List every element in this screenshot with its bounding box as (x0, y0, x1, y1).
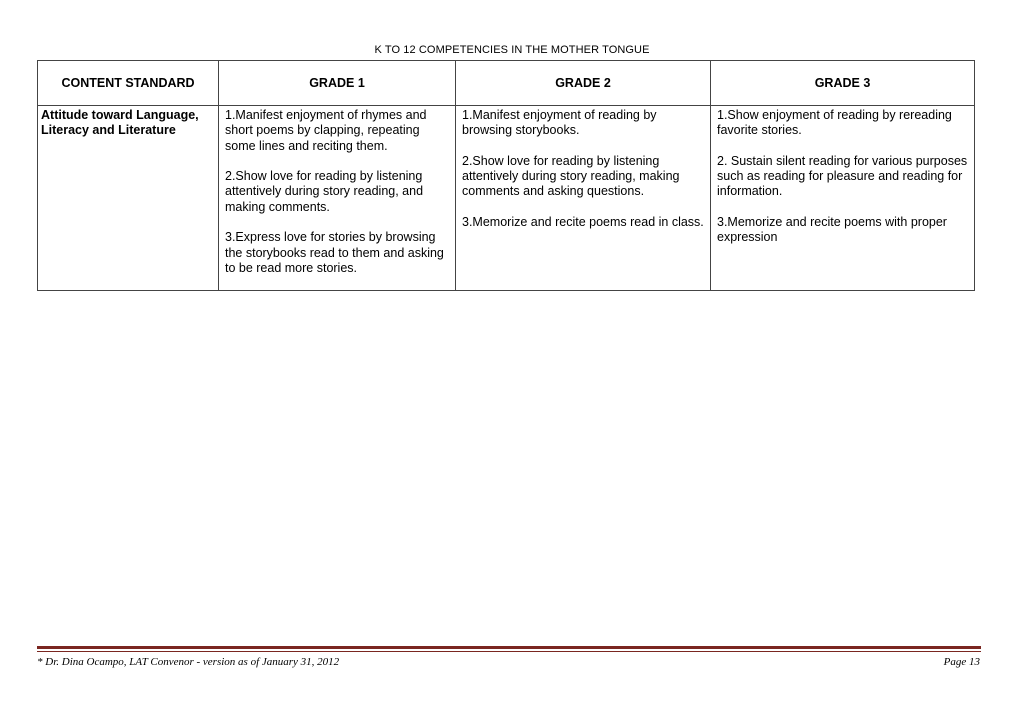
footer-divider-thin (37, 651, 981, 652)
footer-divider-thick (37, 646, 981, 649)
grade-1-competency-1: 1.Manifest enjoyment of rhymes and short poems by clapping, repeating some lines and reciting them. (225, 108, 427, 153)
content-standard-cell: Attitude toward Language, Literacy and Literature (38, 106, 219, 291)
footer-attribution: * Dr. Dina Ocampo, LAT Convenor - version as of January 31, 2012 (37, 656, 340, 668)
grade-3-competency-2: 2. Sustain silent reading for various purposes such as reading for pleasure and reading for information. (717, 153, 968, 199)
page-number: Page 13 (943, 656, 980, 668)
header-grade-2: GRADE 2 (456, 61, 711, 106)
grade-3-competency-3: 3.Memorize and recite poems with proper expression (717, 215, 947, 245)
grade-3-competency-1: 1.Show enjoyment of reading by rereading favorite stories. (717, 108, 952, 138)
header-content-standard: CONTENT STANDARD (38, 61, 219, 106)
grade-2-cell (456, 106, 711, 291)
document-title: K TO 12 COMPETENCIES IN THE MOTHER TONGUE (374, 44, 650, 56)
grade-2-competency-2: 2.Show love for reading by listening attentively during story reading, making comments and asking questions. (462, 153, 680, 199)
competency-table (37, 60, 975, 291)
header-grade-1: GRADE 1 (219, 61, 456, 106)
grade-2-competency-1: 1.Manifest enjoyment of reading by browsing storybooks. (462, 108, 657, 138)
grade-1-competency-3: 3.Express love for stories by browsing the storybooks read to them and asking to be read more stories. (225, 230, 444, 275)
grade-3-cell (711, 106, 975, 291)
table-header-row (38, 61, 975, 106)
grade-2-competency-3: 3.Memorize and recite poems read in class. (462, 215, 704, 230)
grade-1-cell (219, 106, 456, 291)
table-row (38, 106, 975, 291)
grade-1-competency-2: 2.Show love for reading by listening attentively during story reading, and making comments. (225, 169, 424, 214)
header-grade-3: GRADE 3 (711, 61, 975, 106)
